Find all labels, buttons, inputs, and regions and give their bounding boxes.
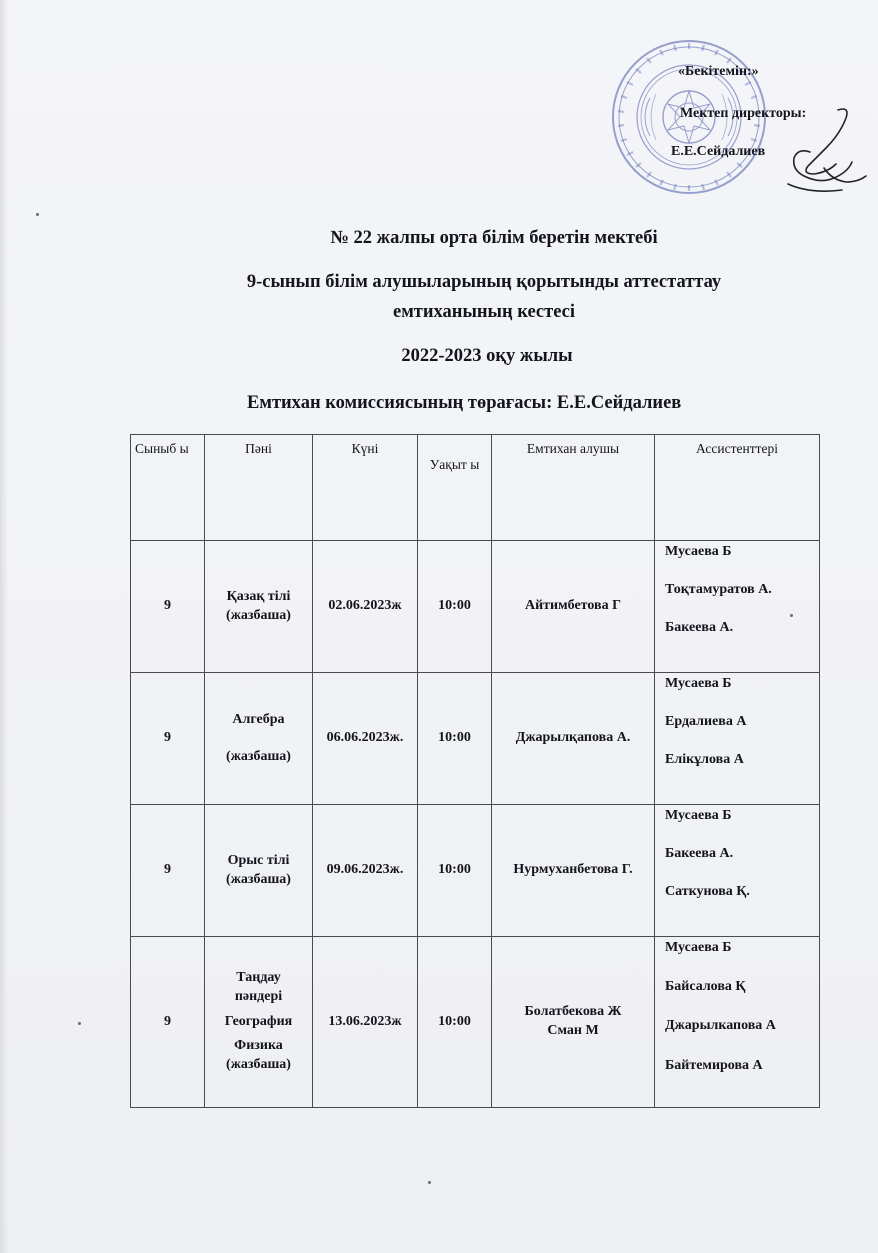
subject-cell	[205, 805, 313, 937]
column-header-subject: Пәні	[205, 435, 313, 541]
time-cell: 10:00	[418, 541, 492, 673]
exam-schedule-table	[130, 434, 820, 1108]
subject-line: Орыс тілі	[227, 852, 290, 868]
subject-cell	[205, 673, 313, 805]
table-row	[131, 541, 820, 673]
subject-line: (жазбаша)	[226, 748, 291, 764]
subject-line: Физика	[234, 1038, 283, 1054]
examiner-cell	[492, 805, 655, 937]
table-row	[131, 805, 820, 937]
assistant-name: Бакеева А.	[665, 620, 734, 636]
subject-line: пәндері	[234, 988, 283, 1004]
grade-cell: 9	[131, 541, 205, 673]
grade-cell: 9	[131, 805, 205, 937]
table-header-row	[131, 435, 820, 541]
grade-cell: 9	[131, 673, 205, 805]
scan-speck	[36, 213, 39, 216]
assistants-cell	[655, 673, 820, 805]
assistant-name: Саткунова Қ.	[665, 884, 750, 900]
time-cell: 10:00	[418, 805, 492, 937]
assistant-name: Байтемирова А	[665, 1057, 763, 1073]
scan-speck	[790, 614, 793, 617]
time-cell: 10:00	[418, 673, 492, 805]
assistants-cell	[655, 805, 820, 937]
date-cell: 06.06.2023ж.	[313, 673, 418, 805]
assistants-cell	[655, 937, 820, 1108]
subject-line: Таңдау	[236, 969, 281, 985]
assistant-name: Мусаева Б	[665, 808, 732, 823]
assistant-name: Тоқтамуратов А.	[665, 582, 772, 598]
approval-name: Е.Е.Сейдалиев	[671, 144, 766, 159]
commission-chair: Емтихан комиссиясының төрағасы: Е.Е.Сейдалиев	[247, 393, 682, 413]
time-cell: 10:00	[418, 937, 492, 1108]
assistants-cell	[655, 541, 820, 673]
assistant-name: Ердалиева А	[665, 714, 747, 730]
subject-line: (жазбаша)	[226, 607, 291, 623]
assistant-name: Мусаева Б	[665, 676, 732, 691]
subject-line: География	[224, 1013, 293, 1029]
approval-title: «Бекітемін:»	[678, 64, 759, 79]
subject-line: (жазбаша)	[226, 1057, 291, 1073]
school-heading: № 22 жалпы орта білім беретін мектебі	[330, 228, 658, 248]
column-header-time: Уақыт ы	[418, 435, 492, 541]
document-title-line-1: 9-сынып білім алушыларының қорытынды аттестаттау	[246, 272, 722, 292]
examiner-cell	[492, 673, 655, 805]
scan-speck	[78, 1022, 81, 1025]
table-row	[131, 673, 820, 805]
assistant-name: Джарылкапова А	[665, 1018, 776, 1034]
examiner-name: Нурмуханбетова Г.	[513, 862, 633, 878]
director-signature	[780, 104, 870, 196]
column-header-assistants: Ассистенттері	[655, 435, 820, 541]
column-header-grade: Сыныб ы	[131, 435, 205, 541]
date-cell: 09.06.2023ж.	[313, 805, 418, 937]
assistant-name: Бакеева А.	[665, 846, 734, 862]
assistant-name: Мусаева Б	[665, 544, 732, 559]
examiner-cell	[492, 937, 655, 1108]
examiner-name: Болатбекова Ж	[524, 1004, 622, 1020]
examiner-name: Сман М	[547, 1023, 599, 1038]
assistant-name: Елікұлова А	[665, 752, 744, 768]
subject-line: (жазбаша)	[226, 871, 291, 887]
column-header-date: Күні	[313, 435, 418, 541]
date-cell: 13.06.2023ж	[313, 937, 418, 1108]
scan-speck	[428, 1181, 431, 1184]
examiner-name: Джарылқапова А.	[515, 730, 631, 746]
assistant-name: Байсалова Қ	[665, 979, 746, 995]
examiner-name: Айтимбетова Г	[525, 598, 621, 614]
table-row	[131, 937, 820, 1108]
subject-line: Алгебра	[232, 711, 285, 727]
approval-role: Мектеп директоры:	[680, 106, 807, 121]
subject-cell	[205, 937, 313, 1108]
grade-cell: 9	[131, 937, 205, 1108]
column-header-examiner: Емтихан алушы	[492, 435, 655, 541]
document-title-line-2: емтиханының кестесі	[392, 302, 576, 322]
examiner-cell	[492, 541, 655, 673]
academic-year: 2022-2023 оқу жылы	[401, 346, 573, 366]
subject-line: Қазақ тілі	[226, 588, 291, 604]
assistant-name: Мусаева Б	[665, 940, 732, 955]
subject-cell	[205, 541, 313, 673]
date-cell: 02.06.2023ж	[313, 541, 418, 673]
